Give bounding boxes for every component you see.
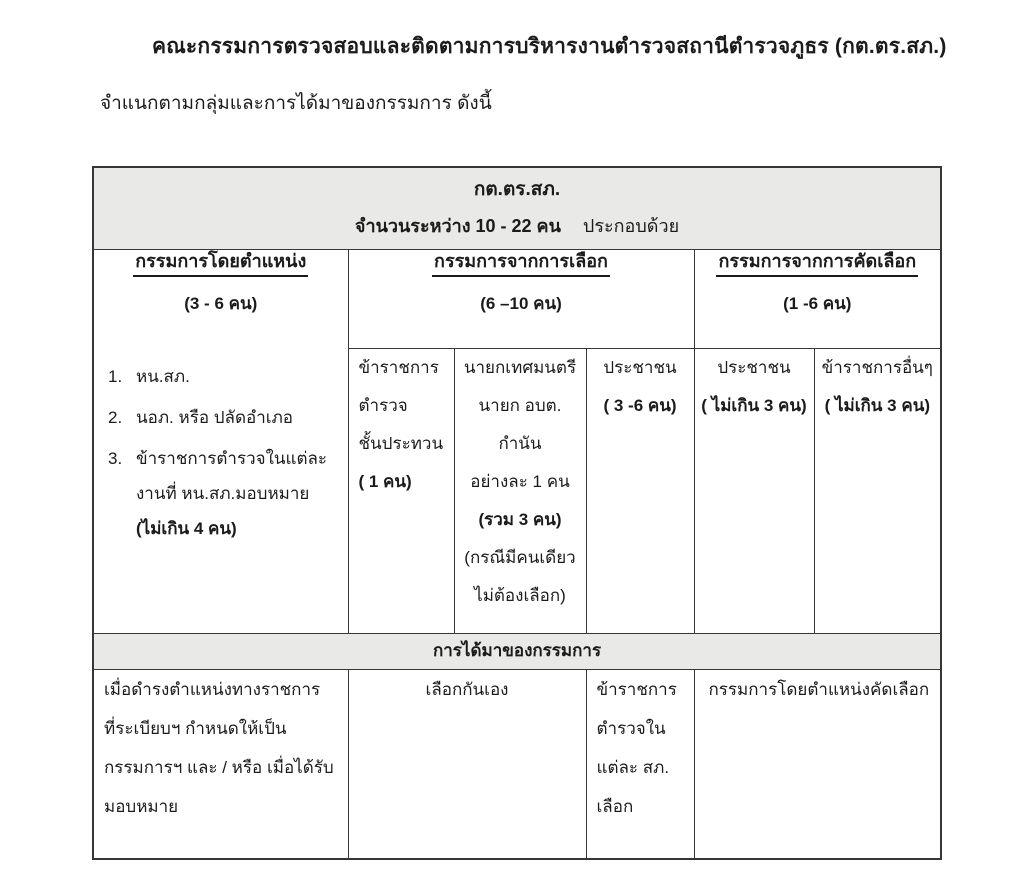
elected-local-note-line1: (กรณีมีคนเดียว: [464, 547, 576, 567]
selected-officials-label: ข้าราชการอื่นๆ: [821, 357, 933, 377]
elected-police-count: ( 1 คน): [358, 471, 412, 491]
selected-officials-count: ( ไม่เกิน 3 คน): [824, 395, 930, 415]
elected-police-line3: ชั้นประทวน: [358, 433, 444, 453]
acquisition-police-line4: เลือก: [596, 796, 634, 816]
acquisition-police-line2: ตำรวจใน: [596, 718, 666, 738]
acquisition-police-line3: แต่ละ สภ.: [596, 757, 670, 777]
table-header-suffix: ประกอบด้วย: [582, 216, 680, 236]
selected-officials-cell: [814, 348, 941, 633]
elected-police-line2: ตำรวจ: [358, 395, 408, 415]
table-header-abbr: กต.ตร.สภ.: [473, 179, 561, 200]
acquisition-by-position-line1: เมื่อดำรงตำแหน่งทางราชการ: [104, 679, 321, 699]
acquisition-banner: การได้มาของกรรมการ: [93, 633, 941, 669]
list-item-3-text: [136, 441, 348, 546]
group-by-position-header: [94, 250, 348, 315]
elected-local-count: (รวม 3 คน): [478, 509, 562, 529]
group-elected-cell: [348, 249, 694, 348]
group-elected-name: กรรมการจากการเลือก: [432, 250, 610, 277]
elected-local-note-line2: ไม่ต้องเลือก): [474, 585, 566, 605]
document-subtitle: จำแนกตามกลุ่มและการได้มาของกรรมการ ดังนี้: [100, 93, 492, 114]
acquisition-police-line1: ข้าราชการ: [596, 679, 677, 699]
elected-local-line3: กำนัน: [498, 433, 542, 453]
list-item-2-text: นอภ. หรือ ปลัดอำเภอ: [136, 407, 293, 427]
elected-local-leaders-cell: [454, 348, 586, 633]
list-item-3-number: 3.: [108, 448, 123, 468]
document-title: คณะกรรมการตรวจสอบและติดตามการบริหารงานตำรวจสถานีตำรวจภูธร (กต.ตร.สภ.): [152, 35, 947, 58]
list-item-1-number: 1.: [108, 366, 123, 386]
selected-citizens-cell: [694, 348, 814, 633]
group-selected-count: (1 -6 คน): [783, 293, 852, 313]
elected-local-line1: นายกเทศมนตรี: [463, 357, 577, 377]
acquisition-police-elect-cell: [586, 669, 694, 859]
acquisition-selected-cell: กรรมการโดยตำแหน่งคัดเลือก: [694, 669, 941, 859]
group-by-position-count: (3 - 6 คน): [184, 293, 258, 313]
list-item-1: [108, 359, 348, 394]
elected-citizens-count: ( 3 -6 คน): [603, 395, 677, 415]
list-item-3-line2: งานที่ หน.สภ.มอบหมาย: [136, 483, 310, 503]
elected-citizens-label: ประชาชน: [603, 357, 677, 377]
selected-citizens-label: ประชาชน: [717, 357, 791, 377]
elected-police-line1: ข้าราชการ: [358, 357, 439, 377]
committee-table: [92, 166, 942, 860]
list-item-1-text: หน.สภ.: [136, 366, 190, 386]
elected-citizens-cell: [586, 348, 694, 633]
acquisition-by-position-line2: ที่ระเบียบฯ กำหนดให้เป็น: [104, 718, 287, 738]
group-selected-name: กรรมการจากการคัดเลือก: [716, 250, 918, 277]
acquisition-by-position-line3: กรรมการฯ และ / หรือ เมื่อได้รับ: [104, 757, 334, 777]
group-selected-cell: [694, 249, 941, 348]
acquisition-by-position-line4: มอบหมาย: [104, 796, 179, 816]
table-header-count-line: [94, 208, 940, 244]
elected-police-ncos-cell: [348, 348, 454, 633]
elected-local-line4: อย่างละ 1 คน: [470, 471, 570, 491]
by-position-list: [108, 359, 348, 546]
list-item-3-note: (ไม่เกิน 4 คน): [136, 518, 237, 538]
list-item-2-number: 2.: [108, 407, 123, 427]
list-item-3: [108, 441, 348, 546]
list-item-3-line1: ข้าราชการตำรวจในแต่ละ: [136, 448, 328, 468]
elected-local-line2: นายก อบต.: [478, 395, 562, 415]
list-item-2: [108, 400, 348, 435]
group-by-position-cell: [93, 249, 348, 633]
group-elected-count: (6 –10 คน): [480, 293, 562, 313]
acquisition-by-position-cell: [93, 669, 348, 859]
table-header-count: จำนวนระหว่าง 10 - 22 คน: [354, 216, 561, 236]
selected-citizens-count: ( ไม่เกิน 3 คน): [701, 395, 807, 415]
acquisition-elected-self-cell: เลือกกันเอง: [348, 669, 586, 859]
group-by-position-name: กรรมการโดยตำแหน่ง: [133, 250, 308, 277]
table-header-cell: [93, 167, 941, 249]
